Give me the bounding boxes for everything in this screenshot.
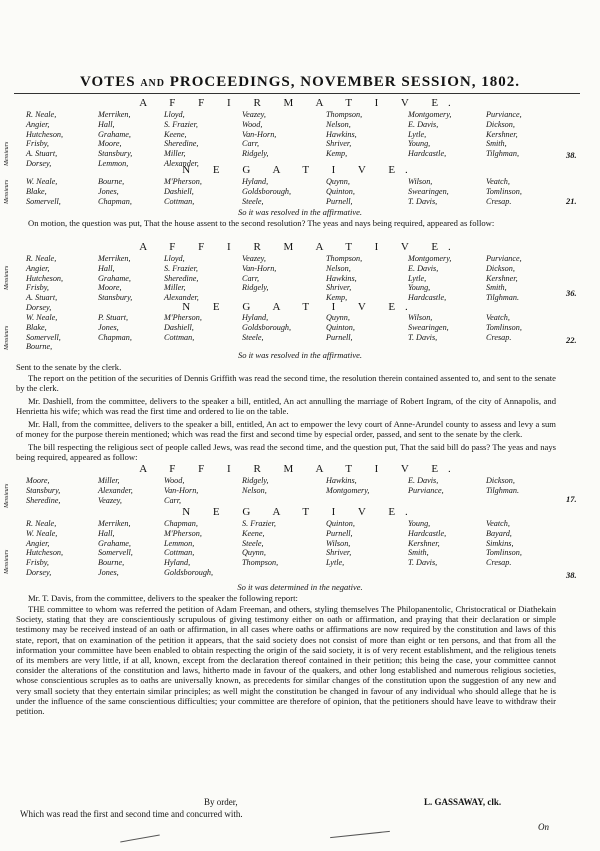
name-column bbox=[486, 519, 564, 578]
vote2-negative-tally: 22. bbox=[566, 335, 577, 345]
member-name: Jones, bbox=[98, 322, 119, 332]
vote1-negative-members-label: Messieurs bbox=[4, 179, 10, 204]
levy-court-bill-paragraph: Mr. Hall, from the committee, delivers to the speaker a bill, entitled, An act to empower the levy court of Anne-Arundel county to assess and levy a sum of money for the purpose therein mentioned; which was read the first and second time by especial order, passed, and sent to the senate by the clerk. bbox=[16, 419, 556, 440]
member-name: Wood, bbox=[164, 476, 185, 485]
title-votes: VOTES bbox=[80, 74, 136, 90]
member-name: Shriver, bbox=[326, 548, 352, 558]
member-name: Montgomery, bbox=[408, 110, 452, 119]
member-name: Kemp, bbox=[326, 293, 348, 303]
member-name: R. Neale, bbox=[26, 110, 57, 119]
member-name: Stansbury, bbox=[98, 293, 133, 303]
member-name: Moore, bbox=[98, 283, 122, 293]
member-name: Hawkins, bbox=[326, 476, 357, 485]
sent-to-senate: Sent to the senate by the clerk. bbox=[16, 362, 122, 372]
member-name: Lloyd, bbox=[164, 110, 185, 119]
member-name: Cottman, bbox=[164, 548, 195, 558]
vote3-negative-names bbox=[26, 519, 564, 578]
member-name: Quinton, bbox=[326, 519, 355, 528]
member-name: Chapman, bbox=[98, 196, 132, 206]
member-name: M'Pherson, bbox=[164, 528, 202, 538]
motion-paragraph: On motion, the question was put, That the house assent to the second resolution? The yeas and nays being required, appeared as follow: bbox=[28, 218, 495, 228]
member-name: Lytle, bbox=[408, 129, 427, 139]
name-column bbox=[242, 313, 326, 352]
name-column bbox=[242, 110, 326, 169]
member-name: Hall, bbox=[98, 528, 115, 538]
member-name: Montgomery, bbox=[408, 254, 452, 263]
freeman-petition-report: THE committee to whom was referred the petition of Adam Freeman, and others, styling themselves The Philopanentolic, Christocratical or Diathekain Society, stating that they are conscientiously scrupulous of giving testimony either on oath or affirmation, and praying that their declaration or simple testimony may be received instead of an oath or affirmation, in all cases where oaths or affirmations are now required by the constitution and laws of this state, report, that on examination of the petition it appears, that the said society does not consist of more than eight or ten persons, and that from all the information your committee have been enabled to obtain respecting the origin of the said society, it is of very recent establishment, and the religious tenets of its members are very little, if at all, known, except from the declaration thereof contained in their petition; this being the case, your committee cannot consider the alterations of the constitution and laws, hitherto made in favour of the quakers, and other long established and numerous religious societies, whose conscientious scruples as to oaths are universally known, as precedents for similar changes of the constitution upon the suggestion of any new and very small society that they entertain similar principles; as well might the constitution be changed in favour of any individual who should allege that he is under the influence of the same conscientious difficulties; your committee are therefore of opinion, that the petitioners should have leave to withdraw their petition. bbox=[16, 604, 556, 717]
member-name: Goldsborough, bbox=[164, 567, 214, 577]
name-column bbox=[26, 519, 98, 578]
member-name: Tilghman, bbox=[486, 149, 519, 159]
member-name: Frisby, bbox=[26, 283, 49, 293]
member-name: Dickson, bbox=[486, 119, 515, 129]
member-name: Grahame, bbox=[98, 538, 131, 548]
clerk-signature: L. GASSAWAY, clk. bbox=[424, 797, 502, 807]
member-name: Dickson, bbox=[486, 476, 515, 485]
member-name: Tomlinson, bbox=[486, 322, 522, 332]
member-name: Purviance, bbox=[486, 110, 522, 119]
member-name: Hyland, bbox=[164, 558, 191, 568]
member-name: Cottman, bbox=[164, 332, 195, 342]
member-name: Van-Horn, bbox=[164, 485, 199, 495]
member-name: Smith, bbox=[486, 139, 507, 149]
name-column bbox=[326, 519, 408, 578]
member-name: Steele, bbox=[242, 332, 264, 342]
vote2-negative-heading: N E G A T I V E. bbox=[182, 301, 418, 313]
member-name: Thompson, bbox=[326, 254, 363, 263]
member-name: Kemp, bbox=[326, 149, 348, 159]
member-name: Angier, bbox=[26, 263, 50, 273]
member-name: Merriken, bbox=[98, 519, 131, 528]
member-name: Jones, bbox=[98, 186, 119, 196]
name-column bbox=[408, 476, 486, 505]
name-column bbox=[486, 476, 564, 505]
ingram-bill-paragraph: Mr. Dashiell, from the committee, delivers to the speaker a bill, entitled, An act annulling the marriage of Robert Ingram, of the city of Annapolis, and Henrietta his wife; which was read the first time and ordered to lie on the table. bbox=[16, 396, 556, 417]
name-column bbox=[164, 519, 242, 578]
member-name: Young, bbox=[408, 283, 431, 293]
member-name: Somervell, bbox=[26, 196, 61, 206]
member-name: E. Davis, bbox=[408, 476, 439, 485]
member-name: Hall, bbox=[98, 119, 115, 129]
vote1-result: So it was resolved in the affirmative. bbox=[237, 207, 363, 217]
vote3-negative-tally: 38. bbox=[566, 570, 577, 580]
member-name: Quinton, bbox=[326, 186, 355, 196]
by-order: By order, bbox=[204, 797, 238, 807]
member-name: Bayard, bbox=[486, 528, 512, 538]
member-name: Goldsborough, bbox=[242, 322, 292, 332]
member-name: Somervell, bbox=[26, 332, 61, 342]
member-name: E. Davis, bbox=[408, 263, 439, 273]
member-name: Kershner, bbox=[408, 538, 440, 548]
member-name: Simkins, bbox=[486, 538, 514, 548]
member-name: Sheredine, bbox=[26, 495, 61, 505]
member-name: E. Davis, bbox=[408, 119, 439, 129]
member-name: Quinton, bbox=[326, 322, 355, 332]
name-column bbox=[26, 313, 98, 352]
member-name: A. Stuart, bbox=[26, 149, 58, 159]
member-name: Goldsborough, bbox=[242, 186, 292, 196]
member-name: Miller, bbox=[164, 149, 186, 159]
member-name: Young, bbox=[408, 139, 431, 149]
member-name: Kershner, bbox=[486, 129, 518, 139]
member-name: Sheredine, bbox=[164, 273, 199, 283]
vote2-result: So it was resolved in the affirmative. bbox=[237, 350, 363, 360]
member-name: Blake, bbox=[26, 322, 47, 332]
member-name: Cottman, bbox=[164, 196, 195, 206]
member-name: Van-Horn, bbox=[242, 129, 277, 139]
name-column bbox=[26, 476, 98, 505]
member-name: Stansbury, bbox=[98, 149, 133, 159]
vote1-affirmative-names bbox=[26, 110, 564, 169]
member-name: Purnell, bbox=[326, 196, 353, 206]
member-name: Smith, bbox=[486, 283, 507, 293]
member-name: Kershner, bbox=[486, 273, 518, 283]
member-name: Carr, bbox=[164, 495, 182, 505]
member-name: Dorsey, bbox=[26, 302, 52, 312]
member-name: Quynn, bbox=[242, 548, 266, 558]
member-name: Swearingen, bbox=[408, 186, 449, 196]
name-column bbox=[98, 519, 164, 578]
member-name: Alexander, bbox=[164, 158, 199, 168]
vote1-members-label: Messieurs bbox=[4, 141, 10, 166]
member-name: Dorsey, bbox=[26, 567, 52, 577]
vote1-affirmative-heading: A F F I R M A T I V E. bbox=[139, 97, 461, 109]
title-rule bbox=[14, 93, 580, 94]
member-name: Thompson, bbox=[242, 558, 279, 568]
member-name: Hutcheson, bbox=[26, 273, 64, 283]
member-name: Thompson, bbox=[326, 110, 363, 119]
name-column bbox=[98, 110, 164, 169]
member-name: Lemmon, bbox=[164, 538, 195, 548]
member-name: Moore, bbox=[26, 476, 50, 485]
member-name: Carr, bbox=[242, 139, 260, 149]
member-name: Nelson, bbox=[326, 119, 351, 129]
member-name: Blake, bbox=[26, 186, 47, 196]
title-session: NOVEMBER SESSION, 1802. bbox=[300, 74, 520, 90]
member-name: Cresap. bbox=[486, 196, 512, 206]
vote2-negative-members-label: Messieurs bbox=[4, 325, 10, 350]
member-name: Stansbury, bbox=[26, 485, 61, 495]
name-column bbox=[326, 476, 408, 505]
member-name: Moore, bbox=[98, 139, 122, 149]
member-name: Quynn, bbox=[326, 313, 350, 322]
member-name: Veazey, bbox=[242, 254, 266, 263]
member-name: Hutcheson, bbox=[26, 129, 64, 139]
vote1-negative-tally: 21. bbox=[566, 196, 577, 206]
member-name: Steele, bbox=[242, 538, 264, 548]
member-name: Ridgely, bbox=[242, 283, 269, 293]
member-name: Tomlinson, bbox=[486, 186, 522, 196]
member-name: T. Davis, bbox=[408, 558, 438, 568]
vote3-members-label: Messieurs bbox=[4, 483, 10, 508]
member-name: Hawkins, bbox=[326, 273, 357, 283]
name-column bbox=[242, 519, 326, 578]
vote3-affirmative-names bbox=[26, 476, 564, 505]
member-name: Hyland, bbox=[242, 313, 269, 322]
member-name: Chapman, bbox=[164, 519, 198, 528]
jews-bill-paragraph: The bill respecting the religious sect of people called Jews, was read the second time, and the question put, That the said bill do pass? The yeas and nays being required, appeared as follow: bbox=[16, 442, 556, 463]
member-name: S. Frazier, bbox=[164, 263, 198, 273]
member-name: Grahame, bbox=[98, 273, 131, 283]
member-name: Miller, bbox=[98, 476, 120, 485]
page-title bbox=[0, 74, 600, 91]
name-column bbox=[408, 519, 486, 578]
member-name: Bourne, bbox=[26, 342, 53, 352]
member-name: Wood, bbox=[242, 119, 263, 129]
name-column bbox=[408, 177, 486, 206]
member-name: Steele, bbox=[242, 196, 264, 206]
member-name: W. Neale, bbox=[26, 528, 58, 538]
member-name: R. Neale, bbox=[26, 519, 57, 528]
name-column bbox=[486, 177, 564, 206]
member-name: Veatch, bbox=[486, 313, 510, 322]
vote3-negative-members-label: Messieurs bbox=[4, 549, 10, 574]
member-name: Purnell, bbox=[326, 332, 353, 342]
member-name: Hall, bbox=[98, 263, 115, 273]
member-name: Dashiell, bbox=[164, 322, 194, 332]
member-name: Veatch, bbox=[486, 177, 510, 186]
name-column bbox=[26, 177, 98, 206]
catchword: On bbox=[538, 822, 549, 832]
member-name: Hawkins, bbox=[326, 129, 357, 139]
vote3-result: So it was determined in the negative. bbox=[237, 582, 363, 592]
member-name: M'Pherson, bbox=[164, 177, 202, 186]
member-name: Alexander, bbox=[164, 293, 199, 303]
member-name: Hardcastle, bbox=[408, 528, 447, 538]
member-name: Tilghman. bbox=[486, 293, 519, 303]
name-column bbox=[98, 313, 164, 352]
vote1-negative-names bbox=[26, 177, 564, 206]
name-column bbox=[486, 313, 564, 352]
member-name: Jones, bbox=[98, 567, 119, 577]
member-name: Wilson, bbox=[408, 313, 433, 322]
member-name: Alexander, bbox=[98, 485, 133, 495]
member-name: Lytle, bbox=[326, 558, 345, 568]
name-column bbox=[164, 177, 242, 206]
member-name: Veazey, bbox=[98, 495, 122, 505]
member-name: Wilson, bbox=[326, 538, 351, 548]
member-name: M'Pherson, bbox=[164, 313, 202, 322]
member-name: Young, bbox=[408, 519, 431, 528]
member-name: Purviance, bbox=[408, 485, 444, 495]
member-name: Lytle, bbox=[408, 273, 427, 283]
name-column bbox=[164, 476, 242, 505]
member-name: Dickson, bbox=[486, 263, 515, 273]
member-name: A. Stuart, bbox=[26, 293, 58, 303]
name-column bbox=[408, 110, 486, 169]
member-name: R. Neale, bbox=[26, 254, 57, 263]
name-column bbox=[326, 177, 408, 206]
name-column bbox=[98, 177, 164, 206]
name-column bbox=[326, 110, 408, 169]
member-name: Angier, bbox=[26, 119, 50, 129]
member-name: Lloyd, bbox=[164, 254, 185, 263]
name-column bbox=[408, 313, 486, 352]
member-name: Chapman, bbox=[98, 332, 132, 342]
member-name: Merriken, bbox=[98, 254, 131, 263]
member-name: Lemmon, bbox=[98, 158, 129, 168]
member-name: Merriken, bbox=[98, 110, 131, 119]
name-column bbox=[164, 313, 242, 352]
member-name: Bourne, bbox=[98, 558, 125, 568]
member-name: Frisby, bbox=[26, 139, 49, 149]
member-name: Carr, bbox=[242, 273, 260, 283]
vote3-negative-heading: N E G A T I V E. bbox=[182, 506, 418, 518]
member-name: W. Neale, bbox=[26, 313, 58, 322]
member-name: T. Davis, bbox=[408, 332, 438, 342]
member-name: P. Stuart, bbox=[98, 313, 129, 322]
member-name: Shriver, bbox=[326, 139, 352, 149]
title-proceedings: PROCEEDINGS, bbox=[169, 74, 296, 90]
member-name: Veazey, bbox=[242, 110, 266, 119]
member-name: Hardcastle, bbox=[408, 149, 447, 159]
name-column bbox=[26, 110, 98, 169]
member-name: Cresap. bbox=[486, 558, 512, 568]
title-and: AND bbox=[140, 78, 165, 89]
member-name: Nelson, bbox=[242, 485, 267, 495]
member-name: Van-Horn, bbox=[242, 263, 277, 273]
member-name: Purnell, bbox=[326, 528, 353, 538]
member-name: Nelson, bbox=[326, 263, 351, 273]
vote2-affirmative-tally: 36. bbox=[566, 288, 577, 298]
member-name: S. Frazier, bbox=[242, 519, 276, 528]
member-name: Keene, bbox=[242, 528, 265, 538]
member-name: Keene, bbox=[164, 129, 187, 139]
member-name: Grahame, bbox=[98, 129, 131, 139]
member-name: Sheredine, bbox=[164, 139, 199, 149]
member-name: Veatch, bbox=[486, 519, 510, 528]
vote3-affirmative-tally: 17. bbox=[566, 494, 577, 504]
griffith-report-paragraph: The report on the petition of the securities of Dennis Griffith was read the second time, the resolution therein contained assented to, and sent to the senate by the clerk. bbox=[16, 373, 556, 394]
member-name: Ridgely, bbox=[242, 476, 269, 485]
closing-line: Which was read the first and second time and concurred with. bbox=[20, 809, 243, 819]
member-name: Hyland, bbox=[242, 177, 269, 186]
member-name: W. Neale, bbox=[26, 177, 58, 186]
member-name: Montgomery, bbox=[326, 485, 370, 495]
member-name: Cresap. bbox=[486, 332, 512, 342]
member-name: Angier, bbox=[26, 538, 50, 548]
vote3-affirmative-heading: A F F I R M A T I V E. bbox=[139, 463, 461, 475]
member-name: Quynn, bbox=[326, 177, 350, 186]
name-column bbox=[242, 476, 326, 505]
member-name: Ridgely, bbox=[242, 149, 269, 159]
vote2-members-label: Messieurs bbox=[4, 265, 10, 290]
member-name: Dashiell, bbox=[164, 186, 194, 196]
ink-stroke bbox=[330, 831, 390, 838]
member-name: Miller, bbox=[164, 283, 186, 293]
member-name: Frisby, bbox=[26, 558, 49, 568]
member-name: Bourne, bbox=[98, 177, 125, 186]
member-name: Shriver, bbox=[326, 283, 352, 293]
report-intro: Mr. T. Davis, from the committee, delivers to the speaker the following report: bbox=[28, 593, 298, 603]
member-name: Tomlinson, bbox=[486, 548, 522, 558]
member-name: Purviance, bbox=[486, 254, 522, 263]
name-column bbox=[98, 476, 164, 505]
member-name: T. Davis, bbox=[408, 196, 438, 206]
vote2-affirmative-heading: A F F I R M A T I V E. bbox=[139, 241, 461, 253]
member-name: Somervell, bbox=[98, 548, 133, 558]
vote1-negative-heading: N E G A T I V E. bbox=[182, 164, 418, 176]
member-name: Hutcheson, bbox=[26, 548, 64, 558]
member-name: S. Frazier, bbox=[164, 119, 198, 129]
member-name: Wilson, bbox=[408, 177, 433, 186]
member-name: Hardcastle, bbox=[408, 293, 447, 303]
member-name: Tilghman. bbox=[486, 485, 519, 495]
name-column bbox=[242, 177, 326, 206]
vote1-affirmative-tally: 38. bbox=[566, 150, 577, 160]
member-name: Dorsey, bbox=[26, 158, 52, 168]
name-column bbox=[486, 110, 564, 169]
member-name: Smith, bbox=[408, 548, 429, 558]
name-column bbox=[164, 110, 242, 169]
name-column bbox=[326, 313, 408, 352]
ink-stroke bbox=[120, 835, 160, 843]
vote2-negative-names bbox=[26, 313, 564, 352]
member-name: Swearingen, bbox=[408, 322, 449, 332]
